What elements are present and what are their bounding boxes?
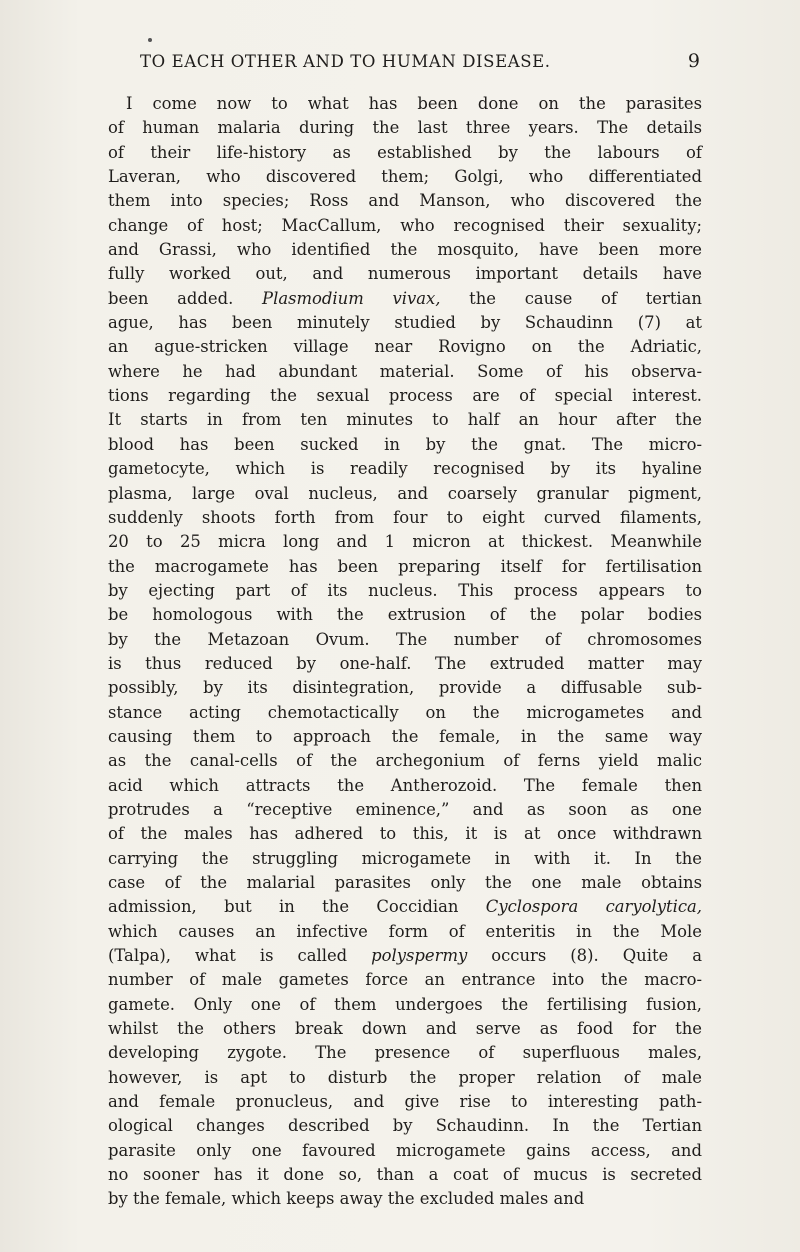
text-run: protrudes a “receptive eminence,” and as soon as one — [108, 799, 702, 819]
text-line — [108, 579, 702, 603]
text-run: (Talpa), what is called — [108, 946, 372, 966]
text-run: them into species; Ross and Manson, who discovered the — [108, 191, 702, 211]
text-run: occurs (8). Quite a — [467, 946, 702, 966]
text-line — [108, 847, 702, 871]
text-line — [108, 1163, 702, 1187]
text-line — [108, 871, 702, 895]
text-line — [108, 433, 702, 457]
text-run: however, is apt to disturb the proper relation of male — [108, 1067, 702, 1087]
text-run: number of male gametes force an entrance into the macro- — [108, 970, 702, 990]
text-line — [108, 506, 702, 530]
text-run: by the Metazoan Ovum. The number of chromosomes — [108, 629, 702, 649]
text-line — [108, 92, 702, 116]
text-line — [108, 360, 702, 384]
text-line — [108, 603, 702, 627]
text-run: causing them to approach the female, in the same way — [108, 726, 702, 746]
text-line — [108, 530, 702, 554]
text-run: suddenly shoots forth from four to eight curved filaments, — [108, 507, 702, 527]
text-line — [108, 116, 702, 140]
text-line — [108, 993, 702, 1017]
text-run: change of host; MacCallum, who recognised their sexuality; — [108, 215, 702, 235]
text-run: of human malaria during the last three years. The details — [108, 118, 702, 138]
text-line — [108, 335, 702, 359]
text-line — [108, 968, 702, 992]
text-run: the macrogamete has been preparing itself for fertilisation — [108, 556, 702, 576]
text-run: of the males has adhered to this, it is at once withdrawn — [108, 824, 702, 844]
text-run: parasite only one favoured microgamete gains access, and — [108, 1140, 702, 1160]
text-line — [108, 1187, 702, 1211]
text-line — [108, 165, 702, 189]
text-line — [108, 482, 702, 506]
text-line — [108, 214, 702, 238]
text-run: stance acting chemotactically on the microgametes and — [108, 702, 702, 722]
text-run: plasma, large oval nucleus, and coarsely granular pigment, — [108, 483, 702, 503]
text-run: tions regarding the sexual process are of special interest. — [108, 386, 702, 406]
text-run: an ague-stricken village near Rovigno on the Adriatic, — [108, 337, 702, 357]
running-head: TO EACH OTHER AND TO HUMAN DISEASE. — [140, 52, 551, 71]
body-paragraph — [108, 92, 702, 1212]
text-run: and Grassi, who identified the mosquito, have been more — [108, 240, 702, 260]
italic-text: polyspermy — [371, 946, 468, 966]
text-line — [108, 920, 702, 944]
text-line — [108, 238, 702, 262]
text-run: whilst the others break down and serve as food for the — [108, 1019, 702, 1039]
text-run: be homologous with the extrusion of the polar bodies — [108, 605, 702, 625]
text-run: case of the malarial parasites only the one male obtains — [108, 873, 702, 892]
text-line — [108, 384, 702, 408]
italic-text: Plasmodium vivax, — [262, 288, 441, 308]
text-line — [108, 1017, 702, 1041]
text-run: and female pronucleus, and give rise to interesting path- — [108, 1092, 702, 1112]
text-line — [108, 1139, 702, 1163]
text-line — [108, 311, 702, 335]
text-run: carrying the struggling microgamete in with it. In the — [108, 848, 702, 868]
text-run: ague, has been minutely studied by Schaudinn (7) at — [108, 313, 702, 333]
text-line — [108, 895, 702, 919]
text-run: fully worked out, and numerous important details have — [108, 264, 702, 284]
text-line — [108, 1066, 702, 1090]
text-line — [108, 944, 702, 968]
text-line — [108, 1041, 702, 1065]
text-run: where he had abundant material. Some of his observa- — [108, 361, 702, 381]
text-run: by ejecting part of its nucleus. This process appears to — [108, 580, 702, 600]
text-line — [108, 1114, 702, 1138]
text-run: possibly, by its disintegration, provide a diffusable sub- — [108, 678, 702, 698]
text-line — [108, 408, 702, 432]
text-run: Laveran, who discovered them; Golgi, who differentiated — [108, 167, 702, 187]
text-run: gametocyte, which is readily recognised by its hyaline — [108, 459, 702, 479]
text-line — [108, 822, 702, 846]
text-run: blood has been sucked in by the gnat. The micro- — [108, 434, 702, 454]
text-line — [108, 628, 702, 652]
page-header — [140, 52, 700, 76]
ink-speck — [148, 38, 152, 42]
text-line — [108, 725, 702, 749]
text-run: as the canal-cells of the archegonium of ferns yield malic — [108, 751, 702, 771]
text-run: been added. — [108, 288, 263, 308]
text-line — [108, 749, 702, 773]
text-line — [108, 701, 702, 725]
text-run: acid which attracts the Antherozoid. The female then — [108, 775, 702, 795]
text-line — [108, 652, 702, 676]
text-run: ological changes described by Schaudinn. In the Tertian — [108, 1116, 702, 1136]
page-number: 9 — [687, 50, 700, 72]
text-run: admission, but in the Coccidian — [108, 897, 486, 917]
text-run: 20 to 25 micra long and 1 micron at thickest. Meanwhile — [108, 532, 702, 552]
text-run: the cause of tertian — [440, 288, 702, 308]
text-line — [108, 189, 702, 213]
text-line — [108, 676, 702, 700]
text-line — [108, 774, 702, 798]
text-run: of their life-history as established by the labours of — [108, 142, 702, 162]
text-line — [108, 262, 702, 286]
text-run: which causes an infective form of enteritis in the Mole — [108, 921, 702, 941]
text-line — [108, 287, 702, 311]
text-run: developing zygote. The presence of superfluous males, — [108, 1043, 702, 1063]
italic-text: Cyclospora caryolytica, — [485, 897, 702, 917]
text-line — [108, 798, 702, 822]
text-run: I come now to what has been done on the parasites — [126, 94, 702, 113]
text-run: It starts in from ten minutes to half an hour after the — [108, 410, 702, 430]
text-line — [108, 141, 702, 165]
text-run: gamete. Only one of them undergoes the fertilising fusion, — [108, 994, 702, 1014]
text-run: no sooner has it done so, than a coat of mucus is secreted — [108, 1165, 702, 1185]
text-line — [108, 1090, 702, 1114]
text-line — [108, 555, 702, 579]
text-run: by the female, which keeps away the excluded males and — [108, 1189, 585, 1209]
text-line — [108, 457, 702, 481]
text-run: is thus reduced by one-half. The extruded matter may — [108, 653, 702, 673]
